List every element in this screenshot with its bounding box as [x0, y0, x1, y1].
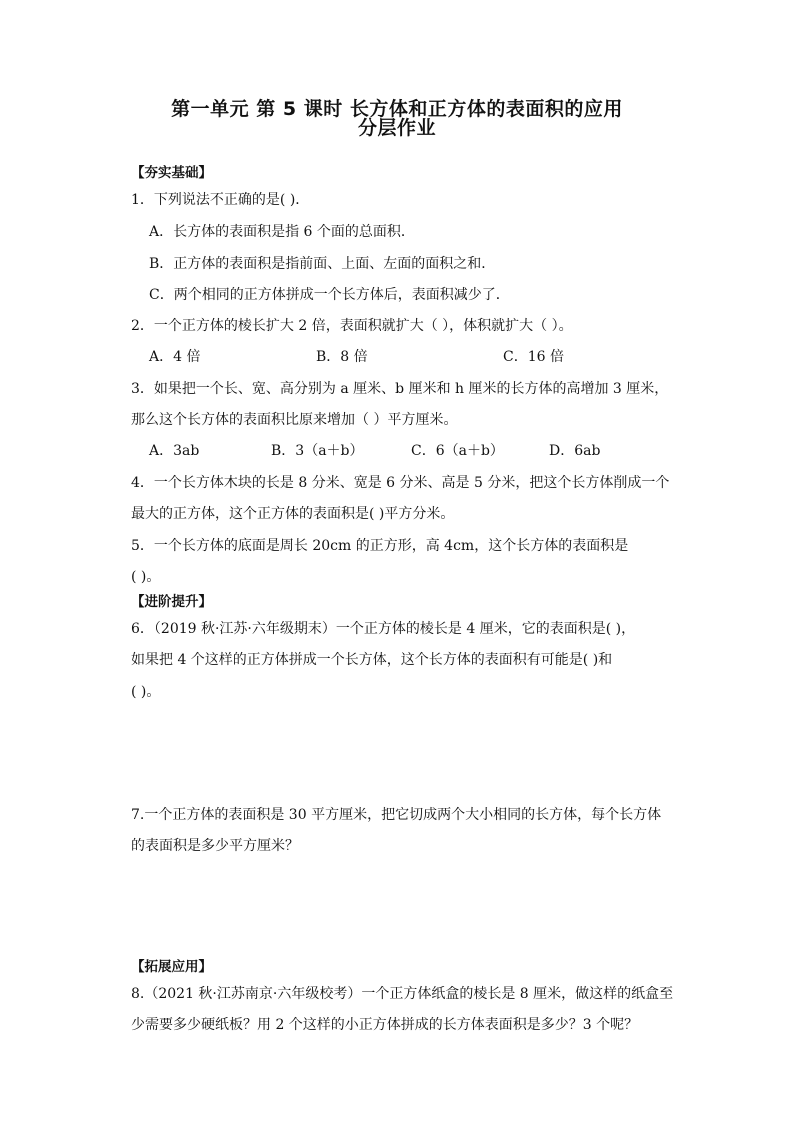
q3-stem-line1: 3．如果把一个长、宽、高分别为 a 厘米、b 厘米和 h 厘米的长方体的高增加 3 厘米，	[131, 381, 669, 397]
q1-option-b: B．正方体的表面积是指前面、上面、左面的面积之和．	[149, 256, 496, 272]
section-extended: 【拓展应用】	[131, 959, 212, 975]
q2-option-b: B．8 倍	[316, 349, 368, 365]
q5-line1: 5．一个长方体的底面是周长 20cm 的正方形，高 4cm，这个长方体的表面积是	[131, 538, 629, 554]
q2-option-a: A．4 倍	[149, 349, 201, 365]
q3-stem-line2: 那么这个长方体的表面积比原来增加（ ）平方厘米。	[131, 412, 458, 428]
q8-line2: 少需要多少硬纸板？用 2 个这样的小正方体拼成的长方体表面积是多少？3 个呢？	[131, 1017, 639, 1033]
q6-line3: ( )。	[131, 684, 161, 700]
page-subtitle: 分层作业	[357, 117, 436, 139]
q4-line2: 最大的正方体，这个正方体的表面积是( )平方分米。	[131, 506, 455, 522]
q2-option-c: C．16 倍	[503, 349, 564, 365]
q3-option-a: A．3ab	[149, 443, 200, 459]
q3-option-d: D．6ab	[549, 443, 601, 459]
q1-option-a: A．长方体的表面积是指 6 个面的总面积．	[149, 224, 415, 240]
q2-stem: 2．一个正方体的棱长扩大 2 倍，表面积就扩大（ ），体积就扩大（ ）。	[131, 318, 573, 334]
q4-line1: 4．一个长方体木块的长是 8 分米、宽是 6 分米、高是 5 分米，把这个长方体削成一个	[131, 475, 670, 491]
q1-stem: 1．下列说法不正确的是( )．	[131, 192, 310, 208]
section-advanced: 【进阶提升】	[131, 594, 212, 610]
q7-line1: 7.一个正方体的表面积是 30 平方厘米，把它切成两个大小相同的长方体，每个长方体	[131, 807, 662, 823]
page-title: 第一单元 第 5 课时 长方体和正方体的表面积的应用	[171, 98, 623, 120]
q5-line2: ( )。	[131, 569, 161, 585]
section-basic: 【夯实基础】	[131, 165, 212, 181]
q6-line1: 6．（2019 秋·江苏·六年级期末）一个正方体的棱长是 4 厘米，它的表面积是( )，	[131, 621, 636, 637]
q3-option-b: B．3（a＋b）	[271, 443, 364, 459]
q8-line1: 8.（2021 秋·江苏南京·六年级校考）一个正方体纸盒的棱长是 8 厘米，做这样的纸盒至	[131, 986, 674, 1002]
q6-line2: 如果把 4 个这样的正方体拼成一个长方体，这个长方体的表面积有可能是( )和	[131, 652, 613, 668]
q3-option-c: C．6（a＋b）	[411, 443, 504, 459]
q7-line2: 的表面积是多少平方厘米？	[131, 838, 299, 854]
q1-option-c: C．两个相同的正方体拼成一个长方体后，表面积减少了．	[149, 287, 510, 303]
